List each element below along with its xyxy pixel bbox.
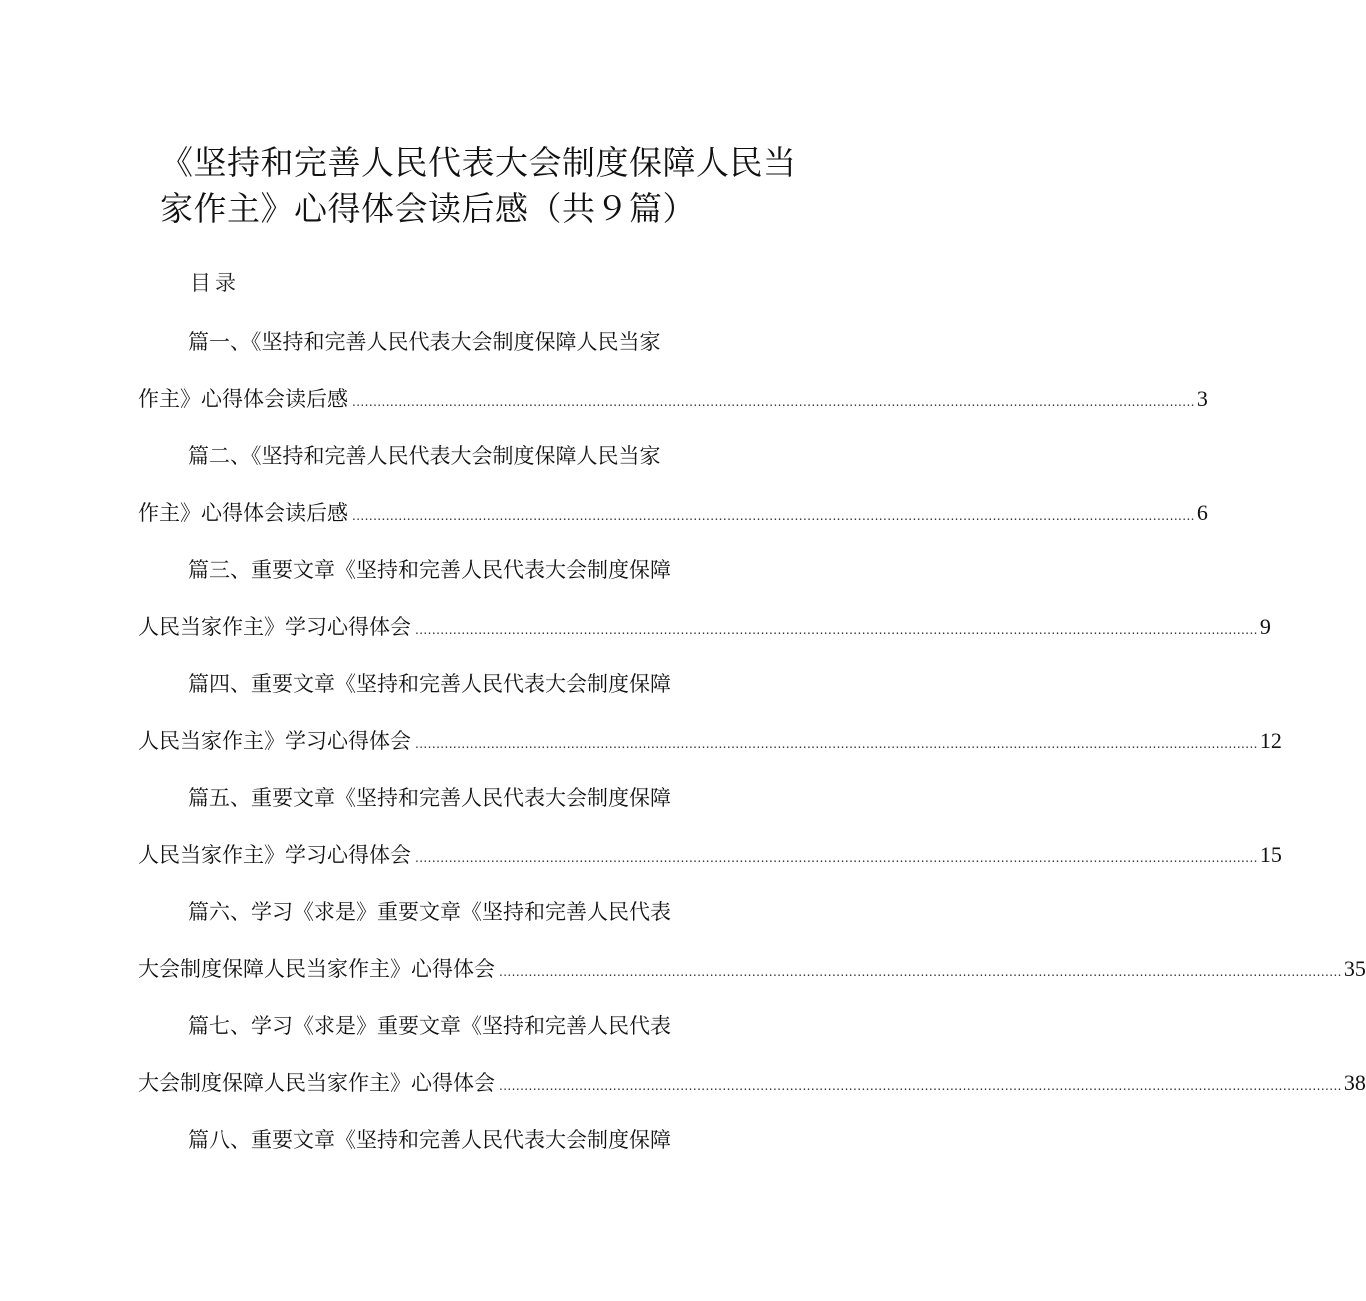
toc-entry-8[interactable]: [0, 1120, 920, 1234]
toc-entry-title: 篇四、重要文章《坚持和完善人民代表大会制度保障: [188, 672, 671, 696]
table-of-contents: [0, 322, 1366, 1234]
toc-page-number: 38: [1343, 1070, 1366, 1095]
toc-dot-leader: ........................................................................................................................................................................................................: [415, 851, 1258, 865]
document-title: [160, 140, 800, 232]
toc-entry-title: 篇八、重要文章《坚持和完善人民代表大会制度保障: [188, 1128, 671, 1152]
toc-page-number: 3: [1196, 386, 1208, 411]
toc-entry-2[interactable]: [0, 436, 1208, 550]
toc-entry-title: 篇五、重要文章《坚持和完善人民代表大会制度保障: [188, 786, 671, 810]
toc-dot-leader: ........................................................................................................................................................................................................: [415, 623, 1258, 637]
toc-heading: 目录: [190, 271, 240, 295]
toc-entry-title: 篇一、《坚持和完善人民代表大会制度保障人民当家: [188, 330, 661, 354]
toc-entry-continuation: [138, 721, 1282, 761]
toc-entry-5[interactable]: [0, 778, 1282, 892]
toc-entry-title: 篇三、重要文章《坚持和完善人民代表大会制度保障: [188, 558, 671, 582]
toc-entry-continuation: [138, 949, 1366, 989]
toc-page-number: 6: [1196, 500, 1208, 525]
toc-dot-leader: ........................................................................................................................................................................................................: [499, 1079, 1342, 1093]
toc-entry-title-continued: 大会制度保障人民当家作主》心得体会: [138, 957, 495, 981]
toc-dot-leader: ........................................................................................................................................................................................................: [352, 509, 1195, 523]
toc-entry-continuation: [138, 379, 1208, 419]
toc-entry-title-continued: 人民当家作主》学习心得体会: [138, 729, 411, 753]
toc-dot-leader: ........................................................................................................................................................................................................: [415, 737, 1258, 751]
toc-page-number: 35: [1343, 956, 1366, 981]
toc-entry-title-continued: 人民当家作主》学习心得体会: [138, 615, 411, 639]
toc-entry-4[interactable]: [0, 664, 1282, 778]
toc-entry-title: 篇七、学习《求是》重要文章《坚持和完善人民代表: [188, 1014, 671, 1038]
toc-entry-title: 篇六、学习《求是》重要文章《坚持和完善人民代表: [188, 900, 671, 924]
toc-entry-continuation: [138, 493, 1208, 533]
document-title-line-2: 家作主》心得体会读后感（共９篇）: [160, 189, 696, 228]
toc-entry-continuation: [138, 1063, 1366, 1103]
toc-dot-leader: ........................................................................................................................................................................................................: [499, 965, 1342, 979]
toc-entry-title: 篇二、《坚持和完善人民代表大会制度保障人民当家: [188, 444, 661, 468]
document-title-line-1: 《坚持和完善人民代表大会制度保障人民当: [160, 143, 797, 182]
toc-entry-1[interactable]: [0, 322, 1208, 436]
toc-page-number: 12: [1259, 728, 1282, 753]
toc-entry-continuation: [138, 835, 1282, 875]
toc-entry-title-continued: 人民当家作主》学习心得体会: [138, 843, 411, 867]
toc-entry-continuation: [138, 607, 1271, 647]
toc-entry-title-continued: 作主》心得体会读后感: [138, 501, 348, 525]
toc-entry-3[interactable]: [0, 550, 1271, 664]
toc-entry-7[interactable]: [0, 1006, 1366, 1120]
toc-entry-title-continued: 大会制度保障人民当家作主》心得体会: [138, 1071, 495, 1095]
toc-entry-title-continued: 作主》心得体会读后感: [138, 387, 348, 411]
toc-page-number: 9: [1259, 614, 1271, 639]
toc-page-number: 15: [1259, 842, 1282, 867]
toc-entry-6[interactable]: [0, 892, 1366, 1006]
toc-dot-leader: ........................................................................................................................................................................................................: [352, 395, 1195, 409]
